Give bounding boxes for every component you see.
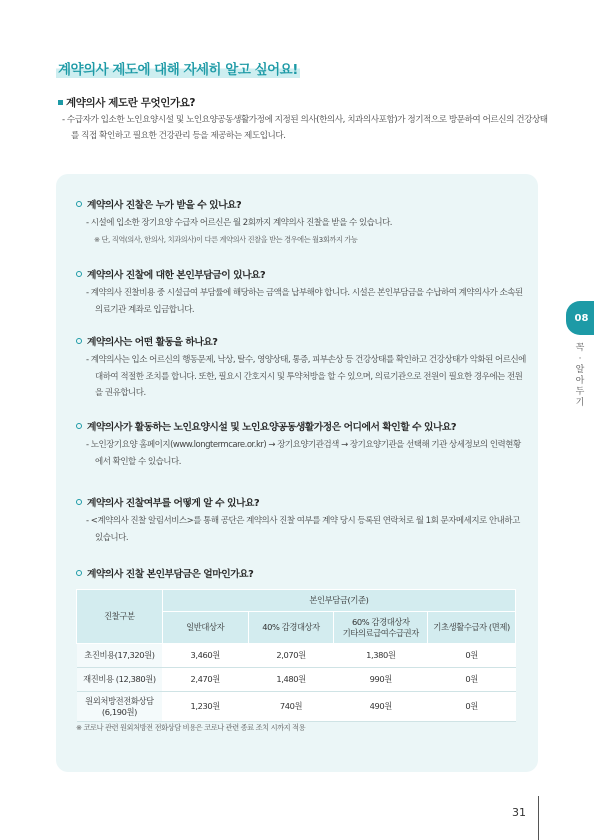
table-column-header: 기초생활수급자 (면제): [428, 612, 516, 644]
circle-bullet-icon: [76, 201, 82, 207]
faq-question-1: [76, 197, 241, 211]
chapter-label-char: 기: [575, 398, 585, 408]
circle-bullet-icon: [76, 338, 82, 344]
table-row: [77, 692, 516, 722]
chapter-label-char: ·: [578, 354, 582, 364]
faq-answer-text: - 노인장기요양 홈페이지(www.longtermcare.or.kr) → 장기요양기관검색 → 장기요양기관을 선택해 기관 상세정보의 인력현황에서 확인할 수 있습니다.: [86, 440, 521, 467]
faq-answer-1: [86, 215, 526, 248]
faq-answer-text: - <계약의사 진찰 알림서비스>를 통해 공단은 계약의사 진찰 여부를 계약 당시 등록된 연락처로 월 1회 문자메세지로 안내하고 있습니다.: [86, 516, 520, 543]
faq-answer-4: [86, 437, 526, 470]
table-column-header-line: 기타의료급여수급권자: [342, 627, 419, 638]
table-cell: 3,460원: [162, 644, 248, 668]
table-cell: 740원: [248, 692, 334, 722]
table-row: [77, 668, 516, 692]
table-cell: 1,230원: [162, 692, 248, 722]
table-cell: 2,470원: [162, 668, 248, 692]
circle-bullet-icon: [76, 499, 82, 505]
table-cell: 0원: [428, 692, 516, 722]
table-cell: 1,480원: [248, 668, 334, 692]
table-column-header: [334, 612, 428, 644]
faq-answer-text: - 계약의사는 입소 어르신의 행동문제, 낙상, 탈수, 영양상태, 통증, 피부손상 등 건강상태를 확인하고 건강상태가 악화된 어르신에 대하여 적절한 조치를 합니다. 또한, 필요시 간호지시 및 투약처방을 할 수 있으며, 의료기관으로 전원이 필요한 경우에는 전원을 권유합니다.: [86, 355, 526, 398]
table-note: ※ 코로나 관련 원외처방전 전화상담 비용은 코로나 관련 종료 조치 시까지 적용: [76, 723, 306, 732]
faq-question-4: [76, 419, 456, 433]
table-span-header: 본인부담금(기준): [162, 590, 515, 612]
table-row-label-line: 원외처방전전화상담: [85, 695, 154, 706]
faq-question-3: [76, 334, 217, 348]
page-title: 계약의사 제도에 대해 자세히 알고 싶어요!: [56, 58, 300, 78]
circle-bullet-icon: [76, 271, 82, 277]
table-column-header: 일반대상자: [162, 612, 248, 644]
faq-question-6: [76, 566, 253, 580]
faq-answer-text: - 시설에 입소한 장기요양 수급자 어르신은 월 2회까지 계약의사 진찰을 받을 수 있습니다.: [86, 218, 392, 228]
faq-question-text: 계약의사 진찰은 누가 받을 수 있나요?: [87, 200, 242, 211]
circle-bullet-icon: [76, 570, 82, 576]
faq-question-2: [76, 267, 265, 281]
table-cell: 0원: [428, 668, 516, 692]
faq-note: ※ 단, 직역(의사, 한의사, 치과의사)이 다른 계약의사 진찰을 받는 경우에는 월3회까지 가능: [94, 234, 358, 244]
faq-question-text: 계약의사 진찰여부를 어떻게 알 수 있나요?: [87, 498, 260, 509]
faq-question-text: 계약의사 진찰에 대한 본인부담금이 있나요?: [87, 270, 266, 281]
faq-answer-3: [86, 352, 526, 402]
cost-table: [76, 589, 516, 722]
intro-question-text: 계약의사 제도란 무엇인가요?: [66, 97, 196, 109]
table-column-header: 40% 감경대상자: [248, 612, 334, 644]
table-cell: 1,380원: [334, 644, 428, 668]
page-title-wrap: [56, 58, 300, 78]
table-cell: 990원: [334, 668, 428, 692]
faq-question-5: [76, 495, 259, 509]
intro-answer-text: - 수급자가 입소한 노인요양시설 및 노인요양공동생활가정에 지정된 의사(한의사, 치과의사포함)가 정기적으로 방문하여 어르신의 건강상태를 직접 확인하고 필요한 건강관리 등을 제공하는 제도입니다.: [62, 115, 548, 141]
square-bullet-icon: [58, 100, 63, 105]
faq-question-text: 계약의사 진찰 본인부담금은 얼마인가요?: [87, 569, 254, 580]
table-cell: 490원: [334, 692, 428, 722]
faq-question-text: 계약의사는 어떤 활동을 하나요?: [87, 337, 218, 348]
chapter-label-char: 알: [575, 365, 585, 375]
table-row-label-line: (6,190원): [101, 706, 137, 717]
chapter-label-char: 꼭: [575, 343, 585, 353]
faq-answer-5: [86, 513, 526, 546]
circle-bullet-icon: [76, 423, 82, 429]
table-row-label: 재진비용 (12,380원): [77, 668, 163, 692]
table-column-header-line: 60% 감경대상자: [352, 616, 410, 627]
table-group-header: 진찰구분: [77, 590, 163, 644]
chapter-label: [573, 343, 587, 409]
chapter-label-char: 아: [575, 376, 585, 386]
page-divider: [538, 796, 539, 840]
table-cell: 0원: [428, 644, 516, 668]
faq-answer-text: - 계약의사 진찰비용 중 시설급여 부담률에 해당하는 금액을 납부해야 합니다. 시설은 본인부담금을 수납하여 계약의사가 소속된 의료기관 계좌로 입금합니다.: [86, 288, 523, 315]
table-row: [77, 644, 516, 668]
table-cell: 2,070원: [248, 644, 334, 668]
intro-answer: [62, 112, 552, 144]
chapter-label-char: 두: [575, 387, 585, 397]
page-number: 31: [512, 806, 526, 819]
intro-question: [58, 95, 195, 110]
faq-answer-2: [86, 285, 526, 318]
table-row-label: [77, 692, 163, 722]
table-row-label: 초진비용(17,320원): [77, 644, 163, 668]
faq-question-text: 계약의사가 활동하는 노인요양시설 및 노인요양공동생활가정은 어디에서 확인할 수 있나요?: [87, 422, 457, 433]
chapter-tab: 08: [566, 301, 594, 335]
